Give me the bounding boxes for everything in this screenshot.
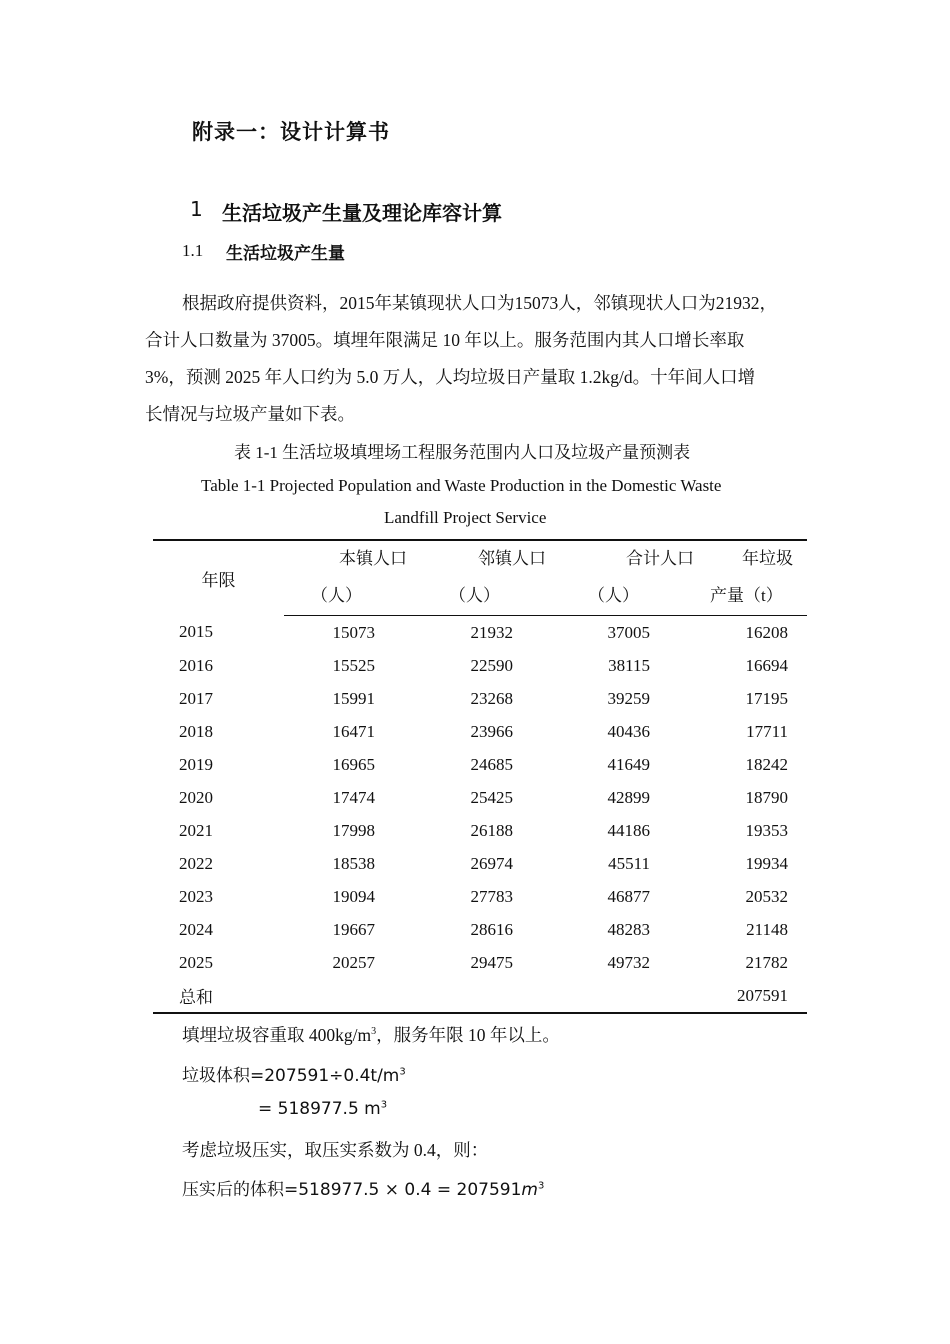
neighbor-population-cell: [423, 979, 562, 1013]
annual-waste-cell: 17195: [745, 688, 788, 708]
neighbor-population-cell: 26974: [470, 853, 513, 873]
neighbor-population-cell: 26188: [470, 820, 513, 840]
neighbor-population-cell: 29475: [470, 952, 513, 972]
local-population-cell: 15525: [332, 655, 375, 675]
annual-waste-cell: 18242: [745, 754, 788, 774]
neighbor-population-cell: 28616: [470, 919, 513, 939]
total-population-cell: 38115: [608, 655, 650, 675]
total-population-cell: 48283: [607, 919, 650, 939]
header-total-unit: （人）: [562, 577, 710, 616]
neighbor-population-cell: 23268: [470, 688, 513, 708]
table-row: [153, 715, 807, 748]
compaction-note: 考虑垃圾压实，取压实系数为 0.4，则：: [182, 1140, 489, 1160]
local-population-cell: 18538: [332, 853, 375, 873]
annual-waste-cell: 18790: [745, 787, 788, 807]
paragraph-line-1: 根据政府提供资料，2015年某镇现状人口为15073人，邻镇现状人口为21932，: [182, 293, 777, 313]
table-row: [153, 781, 807, 814]
appendix-title: 附录一：设计计算书: [192, 120, 390, 144]
population-waste-table: [153, 539, 807, 1014]
volume-result: = 518977.5 $m^3$: [258, 1099, 388, 1119]
volume-formula: 垃圾体积$=207591\div 0.4t/m^3$: [182, 1066, 406, 1086]
local-population-cell: 19094: [332, 886, 375, 906]
header-year: 年限: [153, 540, 284, 616]
local-population-cell: 15073: [332, 622, 375, 642]
table-row: [153, 913, 807, 946]
local-population-cell: 16471: [332, 721, 375, 741]
local-population-cell: 17998: [332, 820, 375, 840]
table-row: [153, 880, 807, 913]
local-population-cell: 15991: [332, 688, 375, 708]
neighbor-population-cell: 27783: [470, 886, 513, 906]
table-row: [153, 649, 807, 682]
table-caption-en-line-2: Landfill Project Service: [384, 508, 547, 527]
annual-waste-cell: 16694: [745, 655, 788, 675]
subsection-title: 生活垃圾产生量: [226, 244, 345, 264]
total-population-cell: 39259: [607, 688, 650, 708]
header-annual-waste: 年垃圾: [710, 540, 807, 577]
year-cell: 2018: [179, 721, 213, 741]
table-row: [153, 616, 807, 650]
annual-waste-cell: 17711: [746, 721, 788, 741]
subsection-number: 1.1: [182, 241, 204, 260]
neighbor-population-cell: 22590: [470, 655, 513, 675]
total-population-cell: 44186: [607, 820, 650, 840]
annual-waste-cell: 16208: [745, 622, 788, 642]
local-population-cell: 19667: [332, 919, 375, 939]
total-population-cell: 41649: [607, 754, 650, 774]
year-cell: 2021: [179, 820, 213, 840]
paragraph-line-3: 3%，预测 2025 年人口约为 5.0 万人，人均垃圾日产量取 1.2kg/d。十年间人口增: [145, 367, 756, 387]
neighbor-population-cell: 21932: [470, 622, 513, 642]
year-cell: 2023: [179, 886, 213, 906]
total-population-cell: 40436: [607, 721, 650, 741]
table-row: [153, 682, 807, 715]
annual-waste-cell: 21148: [746, 919, 788, 939]
total-population-cell: 37005: [607, 622, 650, 642]
header-total-population: 合计人口: [562, 540, 710, 577]
year-cell: 2019: [179, 754, 213, 774]
total-population-cell: [562, 979, 710, 1013]
compacted-volume-formula: 压实后的体积$=518977.5 \times 0.4 = 207591m^3$: [182, 1180, 545, 1200]
section-number: 1: [190, 197, 203, 221]
total-population-cell: 42899: [607, 787, 650, 807]
annual-waste-cell: 21782: [745, 952, 788, 972]
paragraph-line-2: 合计人口数量为 37005。填埋年限满足 10 年以上。服务范围内其人口增长率取: [145, 330, 745, 350]
table-row: [153, 814, 807, 847]
year-cell: 2022: [179, 853, 213, 873]
section-title: 生活垃圾产生量及理论库容计算: [222, 201, 502, 225]
local-population-cell: 16965: [332, 754, 375, 774]
header-waste-unit: 产量（t）: [710, 577, 807, 616]
table-caption-en-line-1: Table 1-1 Projected Population and Waste Production in the Domestic Waste: [201, 476, 722, 495]
local-population-cell: 17474: [332, 787, 375, 807]
annual-waste-cell: 19353: [745, 820, 788, 840]
table-row: [153, 847, 807, 880]
year-cell: 2025: [179, 952, 213, 972]
year-cell: 2015: [179, 622, 213, 642]
total-population-cell: 46877: [607, 886, 650, 906]
year-cell: 2020: [179, 787, 213, 807]
header-local-unit: （人）: [284, 577, 423, 616]
local-population-cell: [284, 979, 423, 1013]
table-row: [153, 979, 807, 1013]
table-row: [153, 748, 807, 781]
header-neighbor-unit: （人）: [423, 577, 562, 616]
annual-waste-cell: 207591: [710, 979, 807, 1013]
year-cell: 2024: [179, 919, 213, 939]
table-row: [153, 946, 807, 979]
neighbor-population-cell: 24685: [470, 754, 513, 774]
year-cell: 总和: [153, 979, 284, 1013]
header-neighbor-population: 邻镇人口: [423, 540, 562, 577]
total-population-cell: 45511: [608, 853, 650, 873]
year-cell: 2016: [179, 655, 213, 675]
paragraph-line-4: 长情况与垃圾产量如下表。: [145, 404, 355, 424]
table-caption-cn: 表 1-1 生活垃圾填埋场工程服务范围内人口及垃圾产量预测表: [234, 443, 691, 462]
annual-waste-cell: 20532: [745, 886, 788, 906]
total-population-cell: 49732: [607, 952, 650, 972]
annual-waste-cell: 19934: [745, 853, 788, 873]
year-cell: 2017: [179, 688, 213, 708]
density-note: 填埋垃圾容重取 $400kg/m^3$，服务年限 10 年以上。: [182, 1025, 560, 1045]
header-local-population: 本镇人口: [284, 540, 423, 577]
neighbor-population-cell: 25425: [470, 787, 513, 807]
neighbor-population-cell: 23966: [470, 721, 513, 741]
local-population-cell: 20257: [332, 952, 375, 972]
